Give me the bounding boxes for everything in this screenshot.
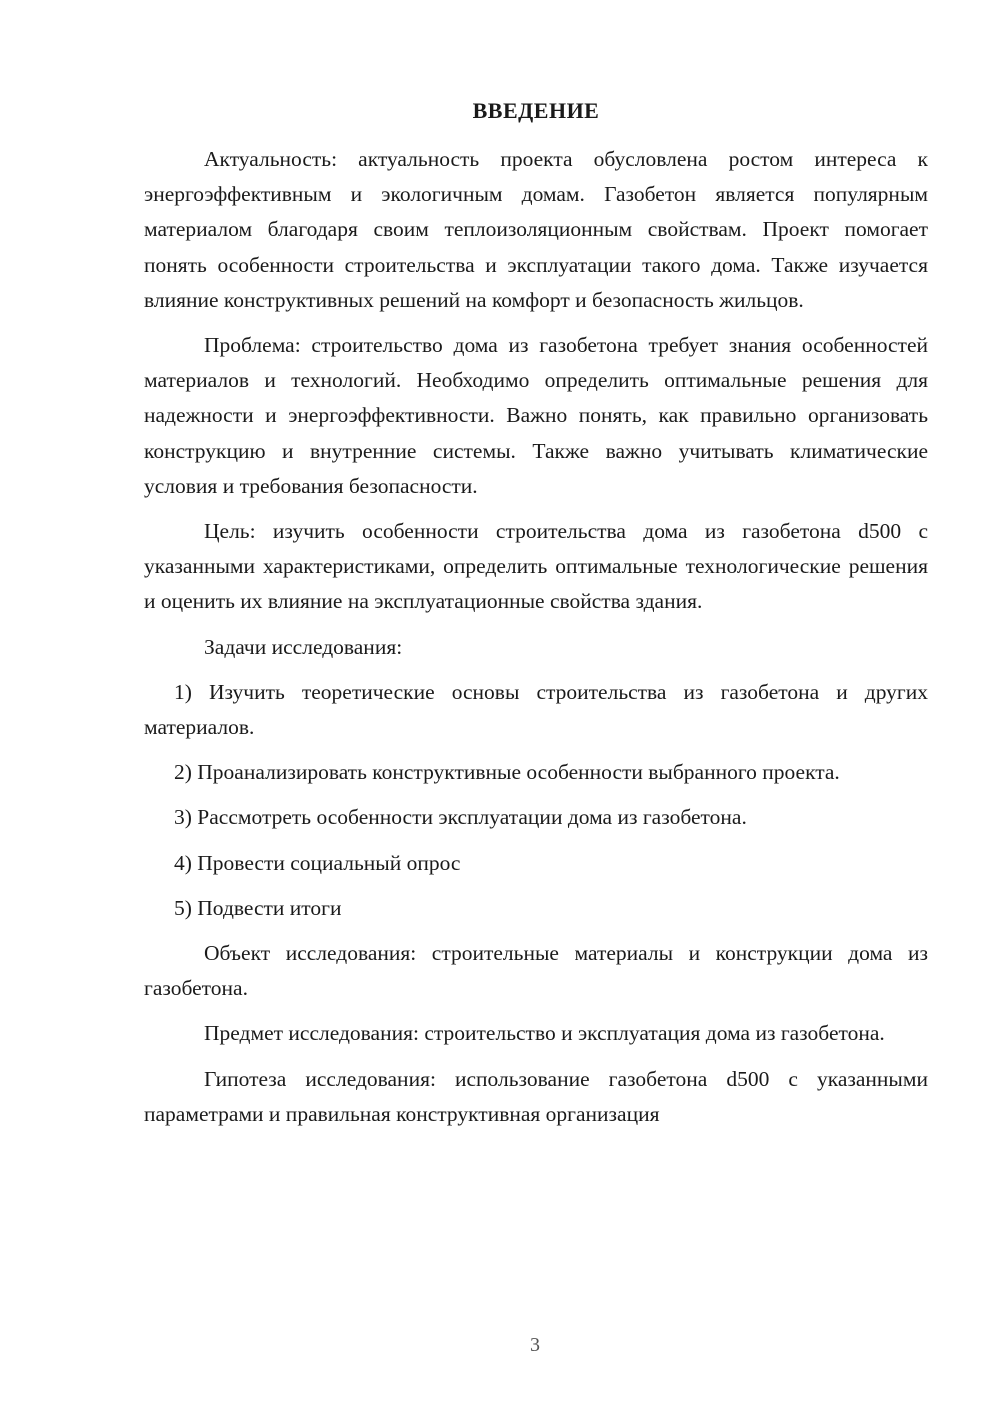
list-item-task-2: 2) Проанализировать конструктивные особенности выбранного проекта.: [174, 760, 840, 785]
paragraph-hypothesis: Гипотеза исследования: использование газобетона d500 с указанными параметрами и правильная конструктивная организация: [144, 1066, 928, 1126]
page-number: 3: [530, 1334, 540, 1356]
tasks-heading: Задачи исследования:: [204, 634, 403, 659]
list-item-task-1: 1) Изучить теоретические основы строительства из газобетона и других материалов.: [144, 679, 928, 740]
paragraph-goal: Цель: изучить особенности строительства дома из газобетона d500 с указанными характеристиками, определить оптимальные технологические решения и оценить их влияние на эксплуатационные свойства здания.: [144, 519, 928, 614]
page-title: ВВЕДЕНИЕ: [472, 98, 600, 123]
paragraph-relevance: Актуальность: актуальность проекта обусловлена ростом интереса к энергоэффективным и экологичным домам. Газобетон является популярным материалом благодаря своим теплоизоляционным свойствам. Проект помогает понять особенности строительства и эксплуатации такого дома. Также изучается влияние конструктивных решений на комфорт и безопасность жильцов.: [144, 147, 928, 312]
paragraph-object: Объект исследования: строительные материалы и конструкции дома из газобетона.: [144, 941, 928, 1001]
list-item-task-3: 3) Рассмотреть особенности эксплуатации дома из газобетона.: [174, 805, 747, 830]
paragraph-subject: Предмет исследования: строительство и эксплуатация дома из газобетона.: [204, 1021, 885, 1046]
document-body: [144, 142, 928, 1142]
list-item-task-4: 4) Провести социальный опрос: [174, 850, 461, 875]
paragraph-problem: Проблема: строительство дома из газобетона требует знания особенностей материалов и технологий. Необходимо определить оптимальные решения для надежности и энергоэффективности. Важно понять, как правильно организовать конструкцию и внутренние системы. Также важно учитывать климатические условия и требования безопасности.: [144, 333, 928, 498]
list-item-task-5: 5) Подвести итоги: [174, 895, 342, 920]
